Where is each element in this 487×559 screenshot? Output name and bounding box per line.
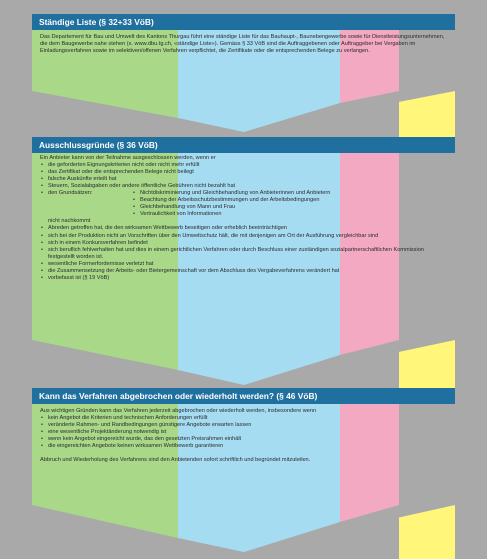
abort-list [40,415,445,450]
list-item: • Beachtung der Arbeitsschutzbestimmungen und der Arbeitsbedingungen [130,197,330,204]
list-item: • wesentliche Formerfordernisse verletzt hat [40,261,445,268]
standing-list-text: Das Departement für Bau und Umwelt des Kantons Thurgau führt eine ständige Liste für das Bauhaupt-, Baunebengewerbe sowie für Dienstleistungsunternehmen, die dem Baugewerbe nahe stehen (s. www.dbu.tg.ch, «ständige Liste»). Gemäss § 33 VöB sind die Auftraggebenen oder Auftraggeber bei Vergaben im Einladungsverfahren sowie im selektiven/offenen Verfahren verpflichtet, die Zertifikate oder die entsprechenden Belege zu verlangen. [40,34,445,55]
exclusion-reasons-section [32,137,455,282]
list-item: • Vertraulichkeit von Informationen [130,211,330,218]
list-item: • wenn kein Angebot eingereicht wurde, das den gesetzten Preisrahmen einhält [40,436,445,443]
list-item: • falsche Auskünfte erteilt hat [40,176,445,183]
standing-list-title: Ständige Liste (§ 32+33 VöB) [32,14,455,30]
list-item: • die eingereichten Angebote keinen wirksamen Wettbewerb garantieren [40,443,445,450]
exclusion-list-b [40,225,445,281]
list-item: • veränderte Rahmen- und Randbedingungen günstigere Angebote erwarten lassen [40,422,445,429]
abort-intro: Aus wichtigen Gründen kann das Verfahren jederzeit abgebrochen oder wiederholt werden, insbesondere wenn [40,408,317,414]
principles-tail: nicht nachkommt [48,218,91,225]
principles-block [40,190,445,218]
list-item: • die Zusammensetzung der Arbeits- oder Bietergemeinschaft vor dem Abschluss des Vergabeverfahrens verändert hat [40,268,445,275]
list-item: • das Zertifikat oder die entsprechenden Belege nicht beilegt [40,169,445,176]
exclusion-list-a [40,162,445,190]
abort-outro: Abbruch und Wiederholung des Verfahrens sind den Anbietenden sofort schriftlich und begründet mitzuteilen. [40,457,311,464]
abort-procedure-section [32,388,455,464]
exclusion-intro: Ein Anbieter kann von der Teilnahme ausgeschlossen werden, wenn er [40,155,216,161]
exclusion-reasons-title: Ausschlussgründe (§ 36 VöB) [32,137,455,153]
list-item: • Nichtdiskriminierung und Gleichbehandlung von Anbieterinnen und Anbietern [130,190,330,197]
list-item: • kein Angebot die Kriterien und technischen Anforderungen erfüllt [40,415,445,422]
list-item: • Steuern, Sozialabgaben oder andere öffentliche Gebühren nicht bezahlt hat [40,183,445,190]
list-item: • sich in einem Konkursverfahren befindet [40,240,445,247]
principles-lead: • den Grundsätzen: [40,190,130,218]
principles-list [130,190,330,218]
list-item: • sich beruflich fehlverhalten hat und dies in einem gerichtlichen Verfahren oder durch Beschluss einer zuständigen sozialpartnerschaftlichen Kommission festgestellt worden ist. [40,247,445,261]
list-item: • eine wesentliche Projektänderung notwendig ist [40,429,445,436]
list-item: • sich bei der Produktion nicht an Vorschriften über den Umweltschutz hält, die mit denjenigen am Ort der Ausführung vergleichbar sind [40,233,445,240]
standing-list-section [32,14,455,55]
abort-procedure-title: Kann das Verfahren abgebrochen oder wiederholt werden? (§ 46 VöB) [32,388,455,404]
list-item: • vorbefasst ist (§ 19 VöB) [40,275,445,282]
list-item: • Abreden getroffen hat, die den wirksamen Wettbewerb beseitigen oder erheblich beeinträchtigen [40,225,445,232]
list-item: • Gleichbehandlung von Mann und Frau [130,204,330,211]
list-item: • die geforderten Eignungskriterien nicht oder nicht mehr erfüllt [40,162,445,169]
